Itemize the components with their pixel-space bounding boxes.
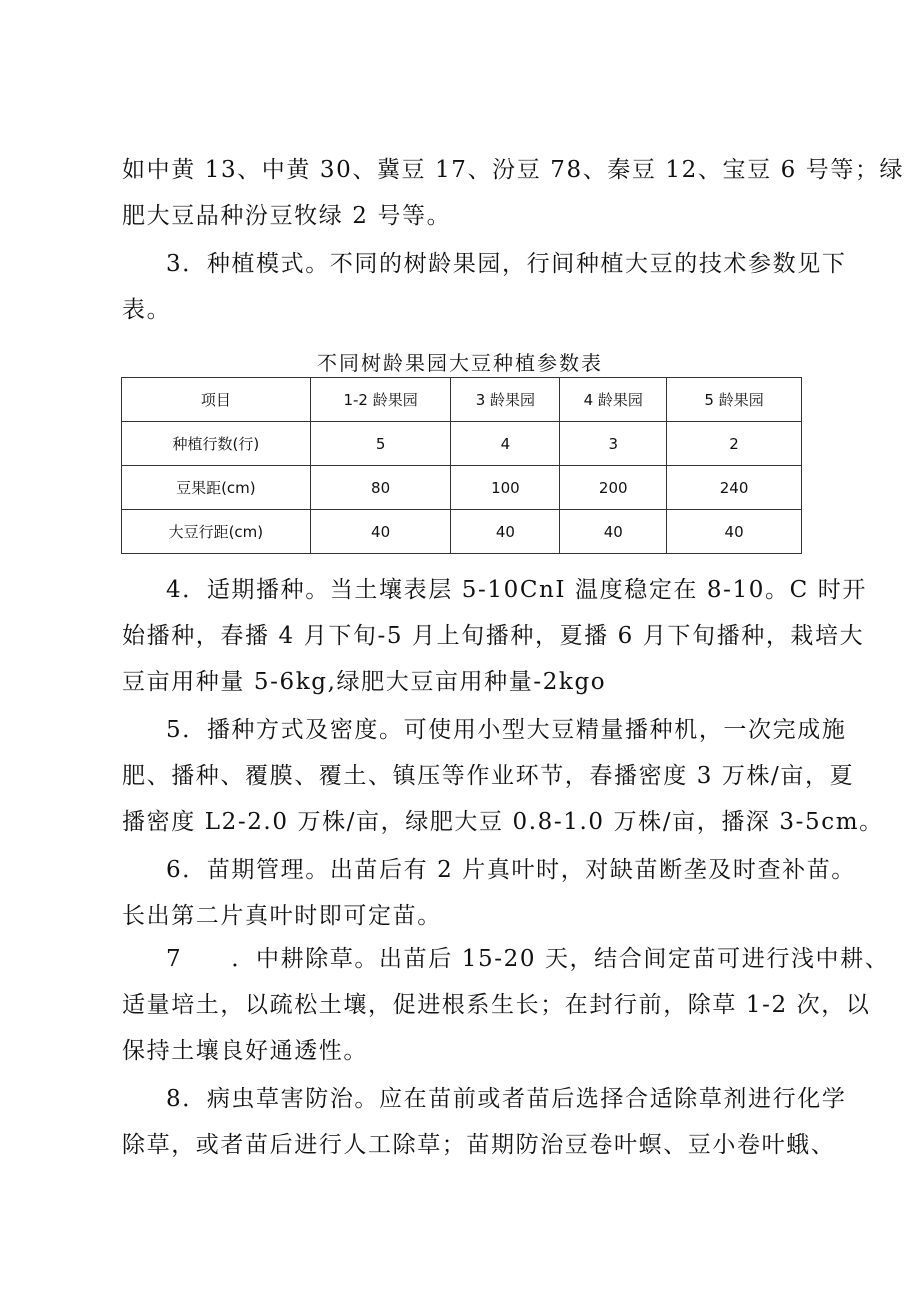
table-header-row [122, 378, 802, 422]
table-cell: 40 [560, 510, 667, 554]
paragraph-line: 除草，或者苗后进行人工除草；苗期防治豆卷叶螟、豆小卷叶蛾、 [122, 1132, 836, 1158]
planting-parameters-table [121, 377, 802, 554]
table-cell: 3 [560, 422, 667, 466]
paragraph-line: 保持土壤良好通透性。 [122, 1038, 368, 1064]
table-cell: 4 [451, 422, 560, 466]
table-cell: 200 [560, 466, 667, 510]
table-cell: 80 [310, 466, 451, 510]
paragraph-line: 4．适期播种。当土壤表层 5-10CnI 温度稳定在 8-10。C 时开 [166, 577, 867, 603]
paragraph-line: 肥、播种、覆膜、覆土、镇压等作业环节，春播密度 3 万株/亩，夏 [122, 763, 855, 789]
table-cell: 240 [667, 466, 802, 510]
paragraph-line: 6．苗期管理。出苗后有 2 片真叶时，对缺苗断垄及时查补苗。 [166, 857, 856, 883]
paragraph-line: 适量培土，以疏松土壤，促进根系生长；在封行前，除草 1-2 次，以 [122, 992, 871, 1018]
paragraph-line: 播密度 L2-2.0 万株/亩，绿肥大豆 0.8-1.0 万株/亩，播深 3-5cm。 [122, 809, 884, 835]
paragraph-line: 肥大豆品种汾豆牧绿 2 号等。 [122, 203, 452, 229]
table-cell: 40 [310, 510, 451, 554]
table-row-label: 大豆行距(cm) [122, 510, 311, 554]
table-caption: 不同树龄果园大豆种植参数表 [317, 351, 603, 375]
table-cell: 2 [667, 422, 802, 466]
table-header-cell: 项目 [122, 378, 311, 422]
table-header-cell: 5 龄果园 [667, 378, 802, 422]
paragraph-line: 5．播种方式及密度。可使用小型大豆精量播种机，一次完成施 [166, 717, 847, 743]
paragraph-line: 表。 [122, 297, 172, 323]
table-cell: 5 [310, 422, 451, 466]
paragraph-line: 长出第二片真叶时即可定苗。 [122, 903, 442, 929]
table-row-label: 豆果距(cm) [122, 466, 311, 510]
paragraph-line: 3．种植模式。不同的树龄果园，行间种植大豆的技术参数见下 [166, 251, 847, 277]
paragraph-line: 如中黄 13、中黄 30、冀豆 17、汾豆 78、秦豆 12、宝豆 6 号等；绿 [122, 157, 905, 183]
table-header-cell: 3 龄果园 [451, 378, 560, 422]
paragraph-line: 8．病虫草害防治。应在苗前或者苗后选择合适除草剂进行化学 [166, 1086, 847, 1112]
table-cell: 40 [667, 510, 802, 554]
table-cell: 100 [451, 466, 560, 510]
table-row [122, 466, 802, 510]
table-cell: 40 [451, 510, 560, 554]
paragraph-line: 7 ．中耕除草。出苗后 15-20 天，结合间定苗可进行浅中耕、 [166, 946, 890, 972]
table-row [122, 422, 802, 466]
table-header-cell: 4 龄果园 [560, 378, 667, 422]
table-row [122, 510, 802, 554]
paragraph-line: 豆亩用种量 5-6kg,绿肥大豆亩用种量-2kgo [122, 669, 607, 695]
paragraph-line: 始播种，春播 4 月下旬-5 月上旬播种，夏播 6 月下旬播种，栽培大 [122, 623, 865, 649]
table-row-label: 种植行数(行) [122, 422, 311, 466]
table-header-cell: 1-2 龄果园 [310, 378, 451, 422]
